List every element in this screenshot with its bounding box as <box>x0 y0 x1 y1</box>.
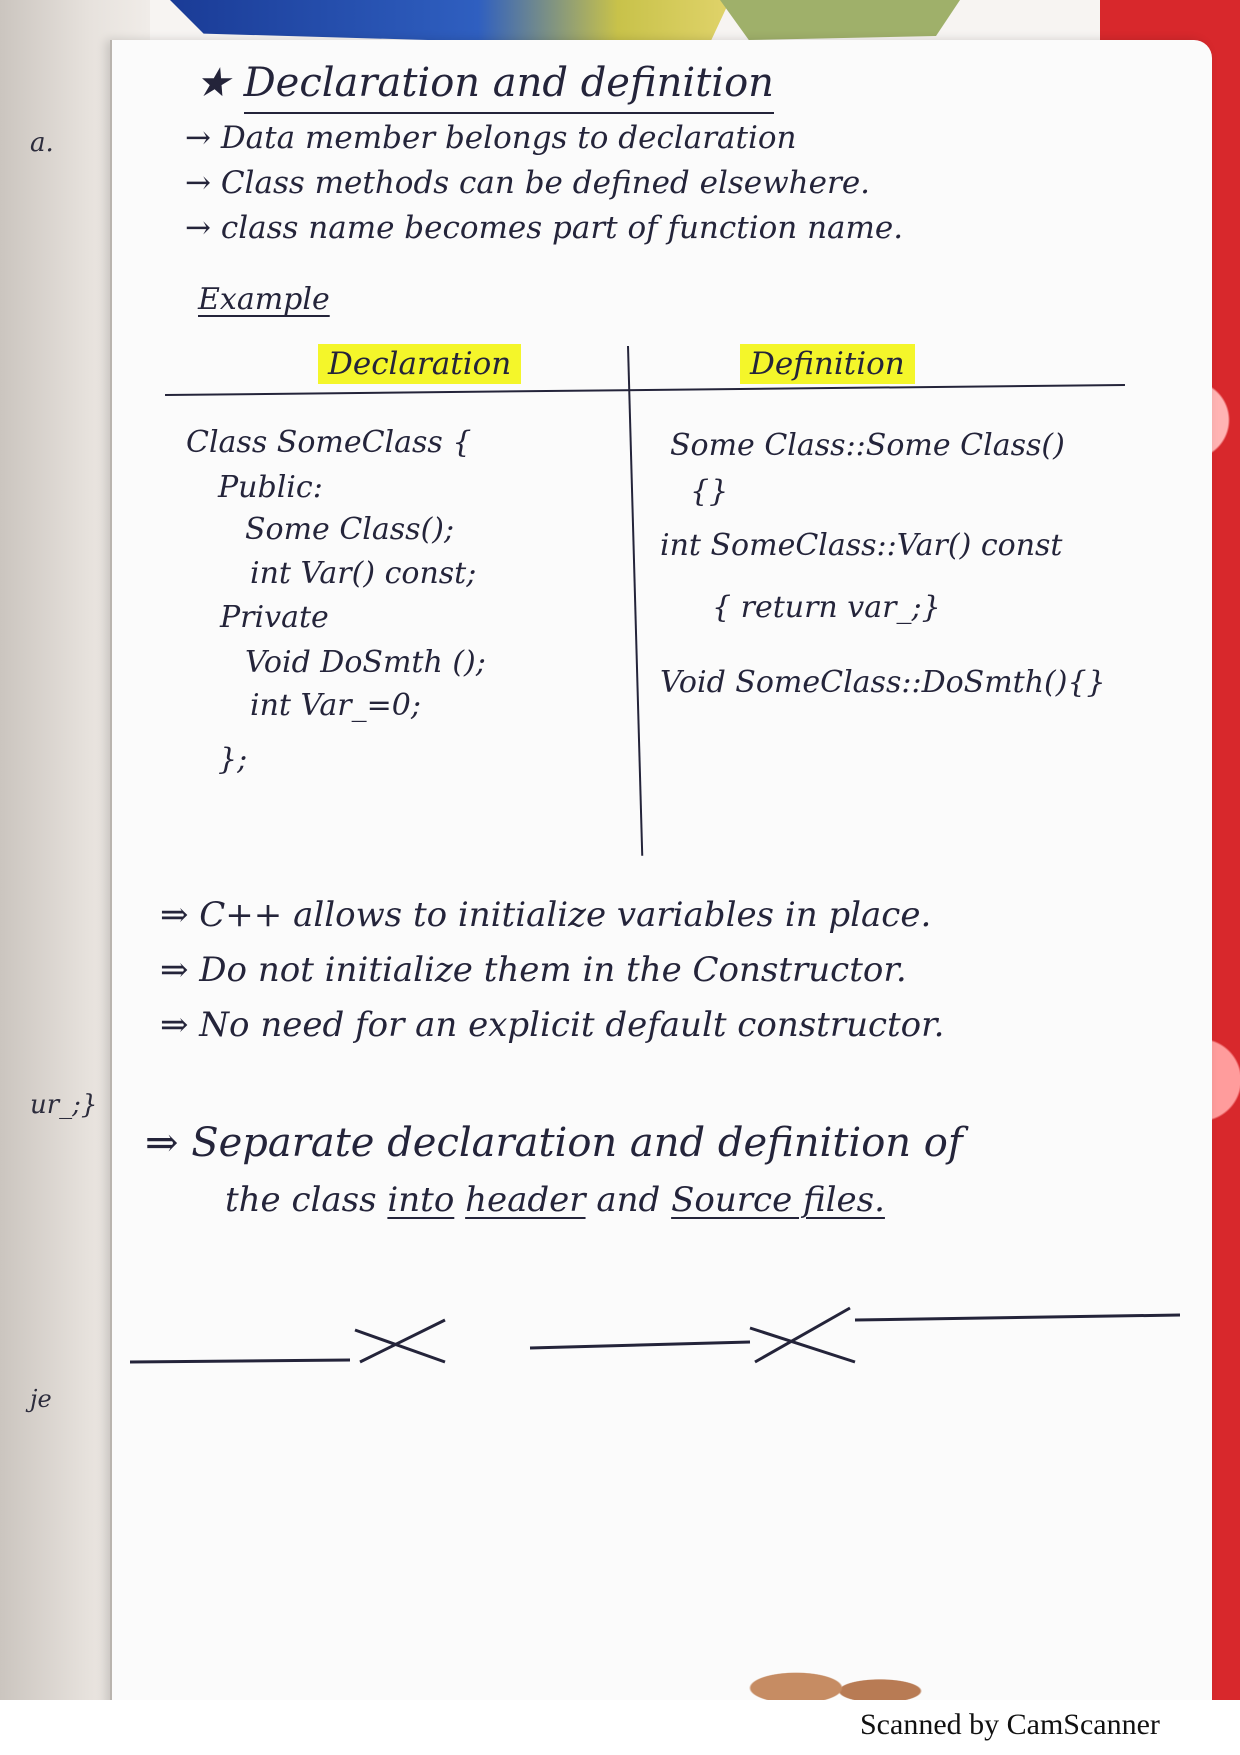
definition-line: int SomeClass::Var() const <box>660 528 1063 563</box>
bullet-item: → class name becomes part of function name. <box>185 210 904 246</box>
thumb-shadow <box>700 1640 940 1700</box>
margin-scribble: a. <box>30 128 54 158</box>
definition-line: Void SomeClass::DoSmth(){} <box>660 665 1106 700</box>
declaration-line: Class SomeClass { <box>186 425 472 460</box>
declaration-line: Private <box>220 600 329 635</box>
page-title: ★ Declaration and definition <box>195 60 774 106</box>
scanner-watermark: Scanned by CamScanner <box>860 1708 1160 1741</box>
margin-scribble: ur_;} <box>30 1090 98 1120</box>
separate-note-line: ⇒ Separate declaration and definition of <box>145 1120 963 1166</box>
declaration-line: int Var() const; <box>250 556 477 591</box>
declaration-line: int Var_=0; <box>250 688 421 723</box>
example-label: Example <box>198 282 330 317</box>
note-item: ⇒ C++ allows to initialize variables in place. <box>160 895 932 935</box>
bullet-item: → Data member belongs to declaration <box>185 120 797 156</box>
definition-line: {} <box>690 474 729 509</box>
separate-note-line: the class into header and Source files. <box>225 1180 885 1220</box>
star-icon: ★ <box>195 60 244 106</box>
definition-header: Definition <box>740 346 915 382</box>
definition-line: Some Class::Some Class() <box>670 428 1065 463</box>
declaration-line: Public: <box>218 470 323 505</box>
section-separator <box>130 1290 1180 1370</box>
note-item: ⇒ Do not initialize them in the Constructor. <box>160 950 907 990</box>
margin-scribble: je <box>30 1385 52 1413</box>
definition-line: { return var_;} <box>712 590 941 625</box>
declaration-header: Declaration <box>318 346 521 382</box>
note-item: ⇒ No need for an explicit default constructor. <box>160 1005 945 1045</box>
declaration-line: Void DoSmth (); <box>245 645 486 680</box>
declaration-line: Some Class(); <box>245 512 455 547</box>
bullet-item: → Class methods can be defined elsewhere. <box>185 165 871 201</box>
book-cover-top-right <box>720 0 960 40</box>
declaration-line: }; <box>218 742 248 777</box>
